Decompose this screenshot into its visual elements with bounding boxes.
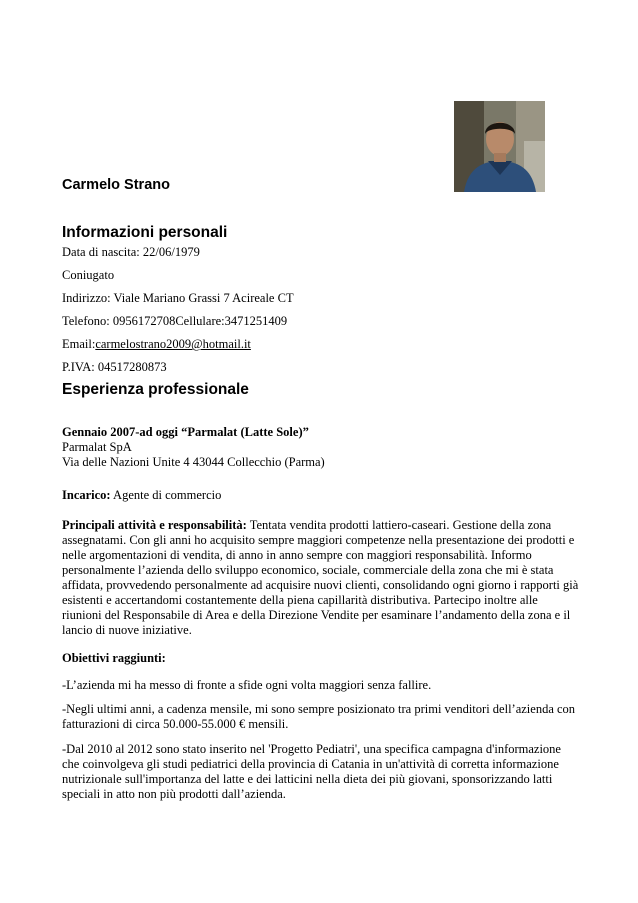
vat-number: P.IVA: 04517280873: [62, 360, 167, 374]
phone: Telefono: 0956172708Cellulare:3471251409: [62, 314, 288, 328]
activities-label: Principali attività e responsabilità:: [62, 518, 247, 532]
goals-heading: Obiettivi raggiunti:: [62, 651, 166, 665]
company-address: Via delle Nazioni Unite 4 43044 Collecchio (Parma): [62, 455, 325, 469]
role-value: Agente di commercio: [110, 488, 222, 502]
company-name: Parmalat SpA: [62, 440, 132, 454]
experience-heading: Esperienza professionale: [62, 381, 249, 398]
role-line: [62, 488, 580, 503]
goal-item-3: -Dal 2010 al 2012 sono stato inserito nel 'Progetto Pediatri', una specifica campagna d'informazione che coinvolgeva gli studi pediatrici della provincia di Catania in un'attività di corretta informazione nutrizionale sull'importanza del latte e dei latticini nella dieta dei più giovani, sponsorizzando latti speciali in atto non più prodotti dall’azienda.: [62, 742, 561, 801]
birth-date: Data di nascita: 22/06/1979: [62, 245, 200, 259]
role-label: Incarico:: [62, 488, 111, 502]
goal-item-2: -Negli ultimi anni, a cadenza mensile, mi sono sempre posizionato tra primi venditori dell’azienda con fatturazioni di circa 50.000-55.000 € mensili.: [62, 702, 576, 731]
job-title: Gennaio 2007-ad oggi “Parmalat (Latte Sole)”: [62, 425, 309, 439]
profile-photo: [454, 101, 545, 192]
goal-item-1: -L’azienda mi ha messo di fronte a sfide ogni volta maggiori senza fallire.: [62, 678, 432, 692]
email-label: Email:: [62, 337, 96, 351]
email-line: [62, 337, 251, 352]
job-header: [62, 425, 580, 470]
activities-text: Tentata vendita prodotti lattiero-caseari. Gestione della zona assegnatami. Con gli anni ho acquisito sempre maggiori competenze nella presentazione dei prodotti e nelle argomentazioni di vendita, di anno in anno sempre con maggiori responsabilità. Informo personalmente l’azienda dello sviluppo economico, sociale, commerciale della zona che mi è stata affidata, provvedendo personalmente ad acquisire nuovi clienti, consolidando ogni giorno i rapporti già esistenti e accertandomi costantemente della piena capillarità distributiva. Partecipo inoltre alle riunioni del Responsabile di Area e della Direzione Vendite per esaminare l’andamento della zona e il lancio di nuove iniziative.: [62, 518, 579, 637]
candidate-name: Carmelo Strano: [62, 177, 170, 193]
activities-paragraph: [62, 518, 580, 638]
email-link[interactable]: carmelostrano2009@hotmail.it: [95, 337, 251, 351]
address: Indirizzo: Viale Mariano Grassi 7 Acireale CT: [62, 291, 294, 305]
portrait-image: [454, 101, 545, 192]
marital-status: Coniugato: [62, 268, 115, 282]
personal-info-heading: Informazioni personali: [62, 224, 228, 241]
